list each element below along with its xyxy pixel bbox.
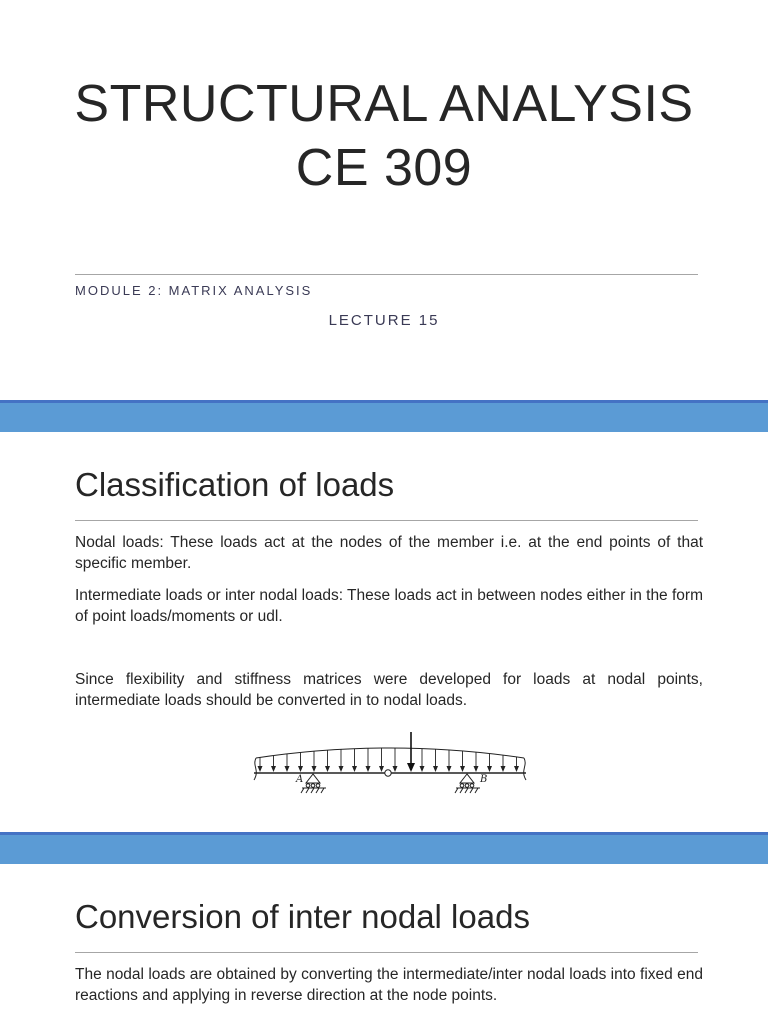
divider — [75, 952, 698, 953]
udl-arrowhead — [325, 766, 330, 772]
conversion-note-text: Since flexibility and stiffness matrices were developed for loads at nodal points, intermediate loads should be converted in to nodal loads. — [75, 671, 703, 709]
title-line-1: STRUCTURAL ANALYSIS — [74, 75, 694, 133]
classification-slide — [0, 432, 768, 832]
nodal-loads-text: Nodal loads: These loads act at the nodes of the member i.e. at the end points of that specific member. — [75, 534, 703, 572]
udl-arrows — [258, 748, 520, 772]
udl-arrowhead — [460, 766, 465, 772]
conversion-slide — [0, 864, 768, 1024]
break-right — [524, 758, 526, 780]
beam-load-diagram — [250, 730, 530, 798]
udl-arrowhead — [393, 766, 398, 772]
udl-arrowhead — [501, 766, 506, 772]
lecture-number: LECTURE 15 — [328, 312, 440, 329]
support-b-label: B — [480, 774, 488, 785]
udl-arrowhead — [312, 766, 317, 772]
title-slide — [0, 0, 768, 400]
title-line-2: CE 309 — [295, 139, 473, 197]
udl-arrowhead — [366, 766, 371, 772]
udl-arrowhead — [258, 766, 263, 772]
break-left — [254, 758, 256, 780]
udl-arrowhead — [285, 766, 290, 772]
udl-arrowhead — [271, 766, 276, 772]
divider — [75, 274, 698, 275]
intermediate-loads-text: Intermediate loads or inter nodal loads: These loads act in between nodes either in the form of point loads/moments or udl. — [75, 587, 703, 625]
udl-arrowhead — [514, 766, 519, 772]
udl-arrowhead — [379, 766, 384, 772]
udl-arrowhead — [474, 766, 479, 772]
slide-separator — [0, 832, 768, 864]
conversion-text: The nodal loads are obtained by converting the intermediate/inter nodal loads into fixed end reactions and applying in reverse direction at the node points. — [75, 966, 703, 1004]
support-a-label: A — [296, 774, 304, 785]
point-load-arrow — [407, 732, 415, 772]
slide-title — [0, 72, 768, 200]
slide-heading: Conversion of inter nodal loads — [75, 898, 530, 935]
udl-arrowhead — [298, 766, 303, 772]
divider — [75, 520, 698, 521]
support-a — [301, 774, 326, 793]
udl-arrowhead — [447, 766, 452, 772]
slide-separator — [0, 400, 768, 432]
udl-arrowhead — [487, 766, 492, 772]
udl-arrowhead — [352, 766, 357, 772]
hinge — [385, 770, 391, 776]
udl-curve — [256, 748, 524, 758]
slide-heading: Classification of loads — [75, 466, 395, 503]
udl-arrowhead — [433, 766, 438, 772]
udl-arrowhead — [339, 766, 344, 772]
support-b — [455, 774, 480, 793]
udl-arrowhead — [420, 766, 425, 772]
module-subtitle: MODULE 2: MATRIX ANALYSIS — [75, 283, 313, 298]
